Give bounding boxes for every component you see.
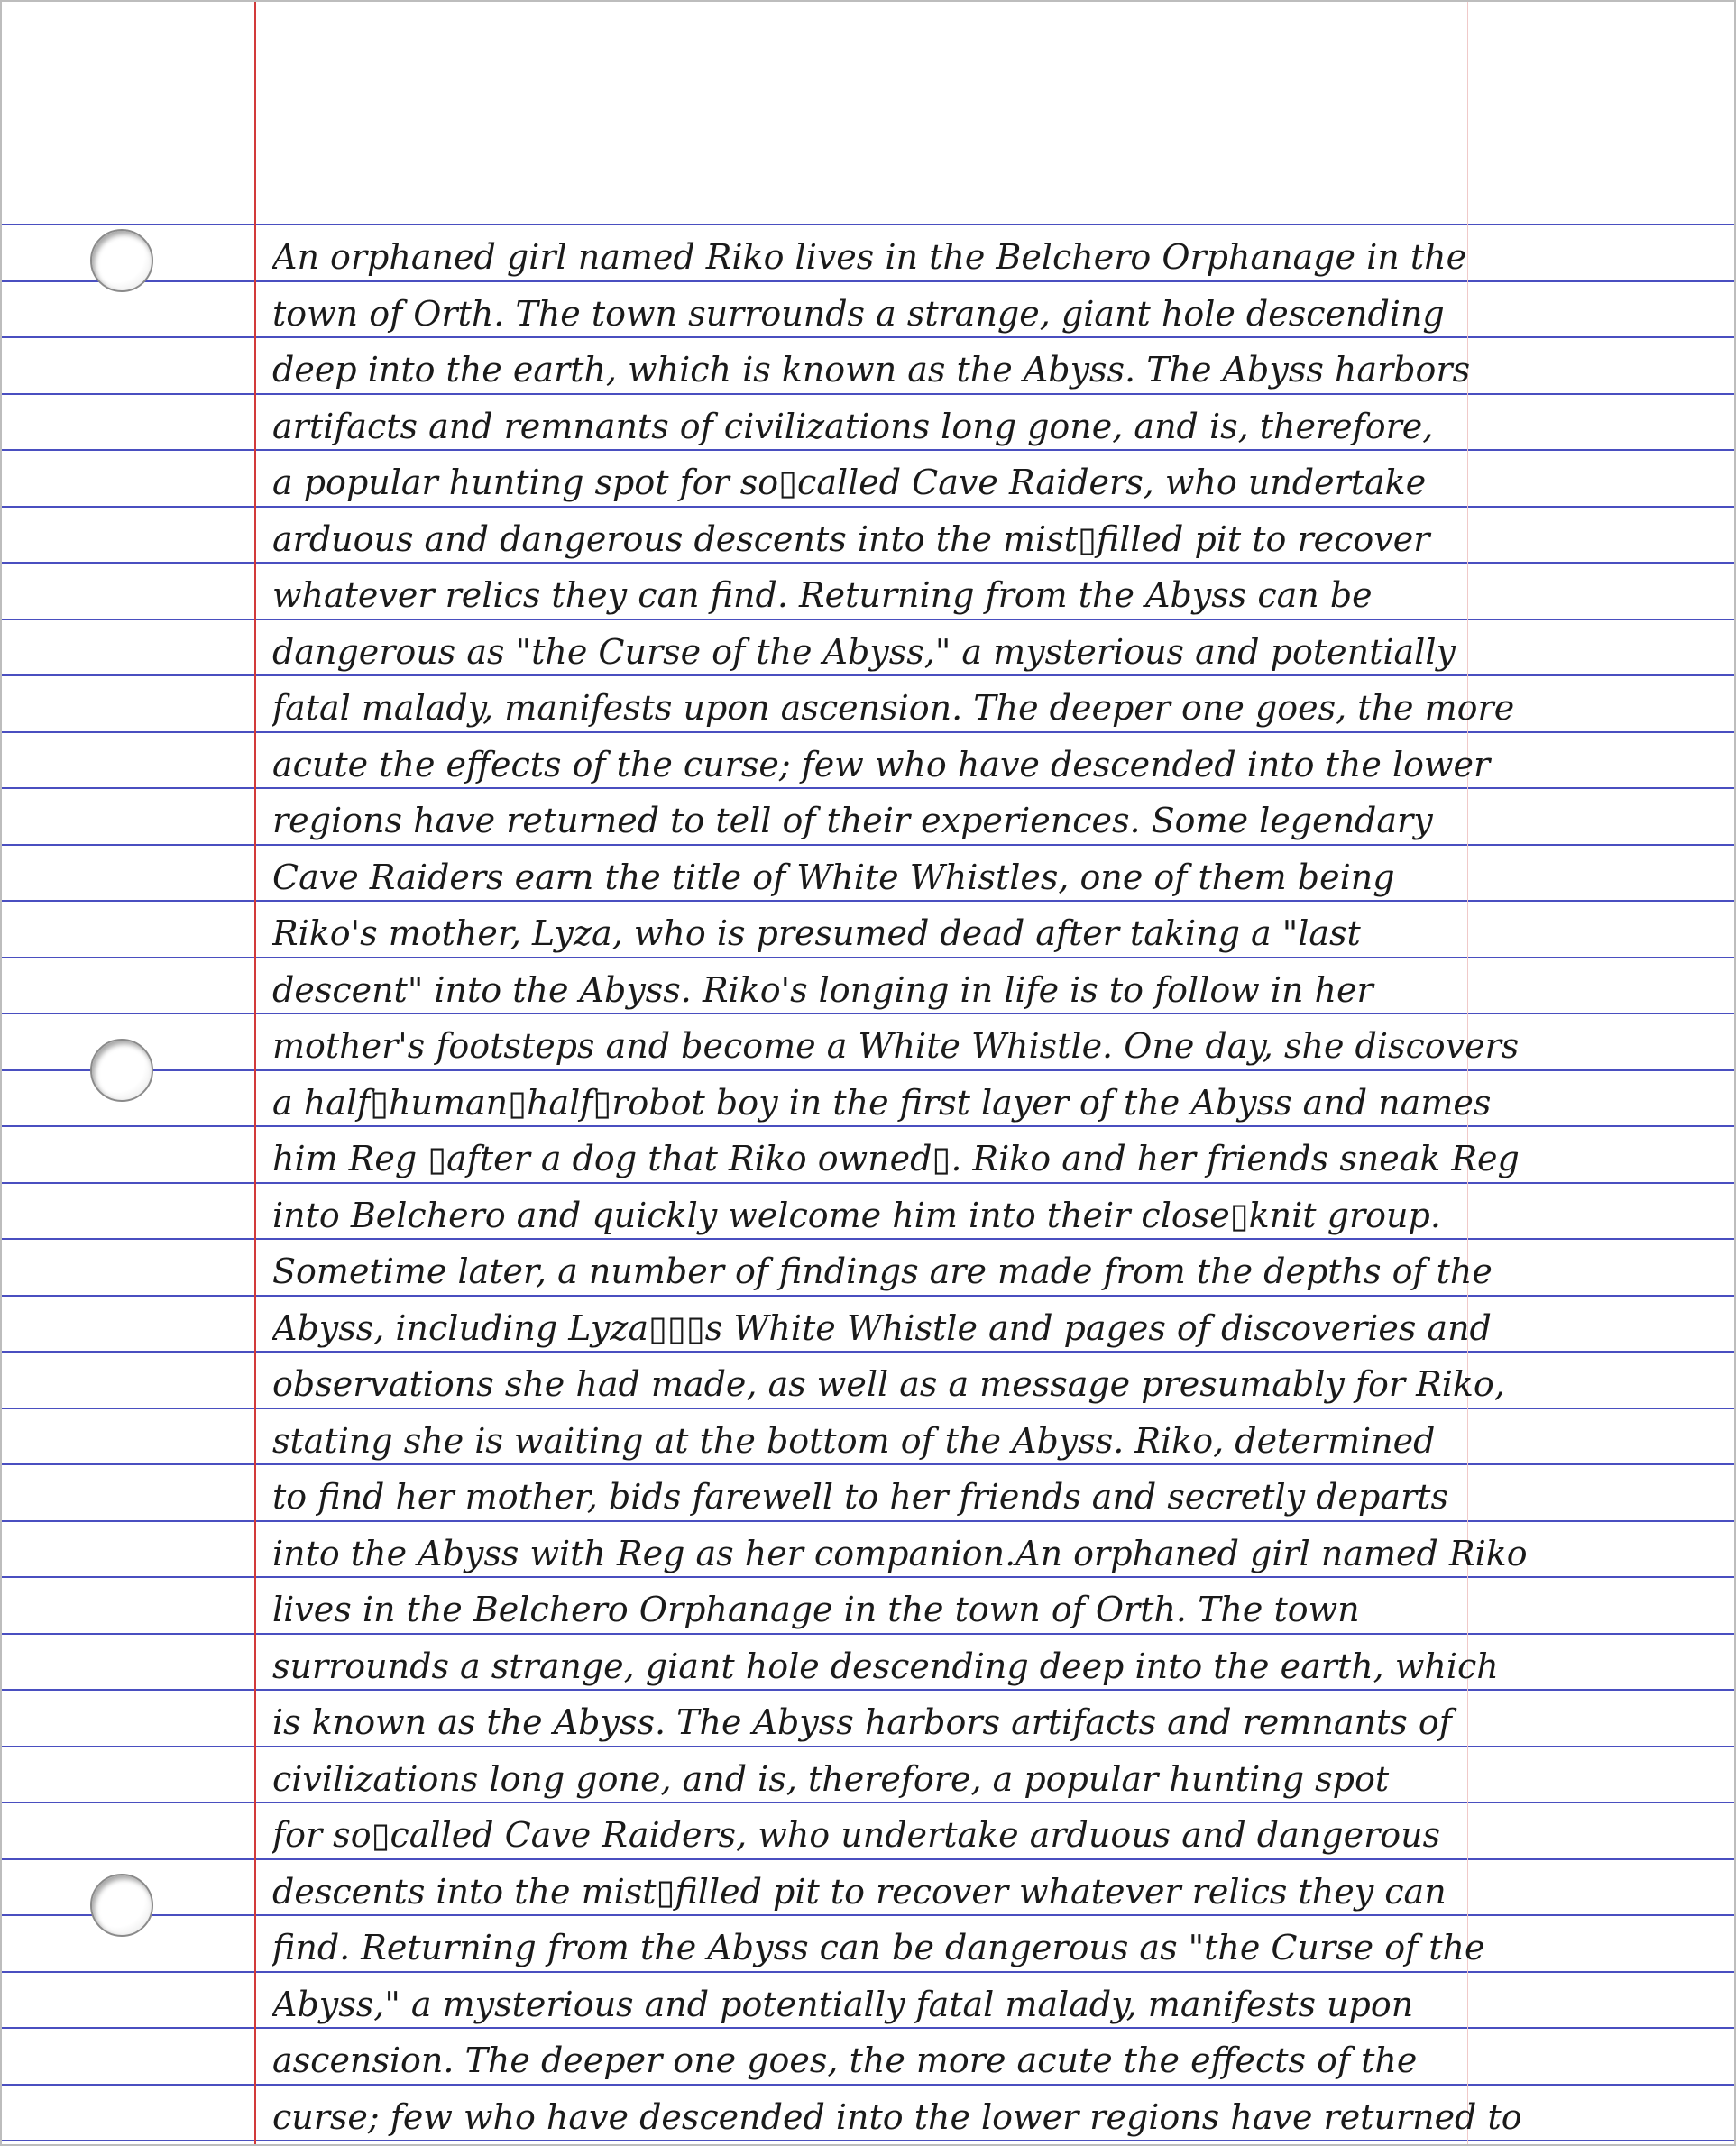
text-line: descents into the mist▯filled pit to recover whatever relics they can xyxy=(272,1871,1447,1912)
text-line: a half▯human▯half▯robot boy in the first layer of the Abyss and names xyxy=(272,1082,1492,1123)
binder-hole-bottom xyxy=(90,1874,153,1937)
text-line: is known as the Abyss. The Abyss harbors artifacts and remnants of xyxy=(272,1702,1452,1742)
text-line: town of Orth. The town surrounds a strange, giant hole descending xyxy=(272,293,1445,334)
text-line: for so▯called Cave Raiders, who undertake arduous and dangerous xyxy=(272,1815,1441,1855)
text-line: Riko's mother, Lyza, who is presumed dead after taking a "last xyxy=(272,913,1361,953)
text-line: Abyss, including Lyza▯▯▯s White Whistle and pages of discoveries and xyxy=(272,1307,1492,1348)
ruled-line xyxy=(2,224,1736,225)
text-line: mother's footsteps and become a White Whistle. One day, she discovers xyxy=(272,1026,1520,1066)
text-line: dangerous as "the Curse of the Abyss," a mysterious and potentially xyxy=(272,631,1456,672)
text-line: observations she had made, as well as a message presumably for Riko, xyxy=(272,1364,1505,1404)
text-line: fatal malady, manifests upon ascension. The deeper one goes, the more xyxy=(272,688,1515,728)
text-line: find. Returning from the Abyss can be dangerous as "the Curse of the xyxy=(272,1928,1485,1967)
text-line: him Reg ▯after a dog that Riko owned▯. Riko and her friends sneak Reg xyxy=(272,1139,1520,1178)
text-line: curse; few who have descended into the lower regions have returned to xyxy=(272,2096,1522,2137)
text-line: regions have returned to tell of their experiences. Some legendary xyxy=(272,801,1433,840)
text-line: a popular hunting spot for so▯called Cave Raiders, who undertake xyxy=(272,463,1427,502)
text-line: Cave Raiders earn the title of White Whistles, one of them being xyxy=(272,857,1395,897)
text-line: civilizations long gone, and is, therefore, a popular hunting spot xyxy=(272,1758,1390,1799)
text-line: lives in the Belchero Orphanage in the town of Orth. The town xyxy=(272,1590,1360,1629)
text-line: Abyss," a mysterious and potentially fatal malady, manifests upon xyxy=(272,1984,1414,2024)
text-line: acute the effects of the curse; few who have descended into the lower xyxy=(272,744,1491,784)
text-line: into the Abyss with Reg as her companion.An orphaned girl named Riko xyxy=(272,1533,1528,1573)
text-line: to find her mother, bids farewell to her friends and secretly departs xyxy=(272,1477,1448,1517)
text-line: surrounds a strange, giant hole descending deep into the earth, which xyxy=(272,1646,1499,1686)
text-line: deep into the earth, which is known as the Abyss. The Abyss harbors xyxy=(272,350,1471,390)
text-line: arduous and dangerous descents into the mist▯filled pit to recover xyxy=(272,518,1430,559)
text-line: ascension. The deeper one goes, the more acute the effects of the xyxy=(272,2041,1418,2080)
text-line: stating she is waiting at the bottom of the Abyss. Riko, determined xyxy=(272,1420,1436,1461)
text-line: descent" into the Abyss. Riko's longing in life is to follow in her xyxy=(272,969,1373,1010)
text-line: whatever relics they can find. Returning from the Abyss can be xyxy=(272,575,1373,615)
text-line: into Belchero and quickly welcome him into their close▯knit group. xyxy=(272,1195,1441,1235)
text-line: Sometime later, a number of findings are made from the depths of the xyxy=(272,1252,1493,1291)
binder-hole-top xyxy=(90,229,153,292)
text-line: artifacts and remnants of civilizations long gone, and is, therefore, xyxy=(272,406,1434,446)
margin-line xyxy=(254,2,256,2146)
text-line: An orphaned girl named Riko lives in the Belchero Orphanage in the xyxy=(272,237,1467,277)
binder-hole-middle xyxy=(90,1039,153,1102)
handwritten-text xyxy=(272,229,1715,2145)
